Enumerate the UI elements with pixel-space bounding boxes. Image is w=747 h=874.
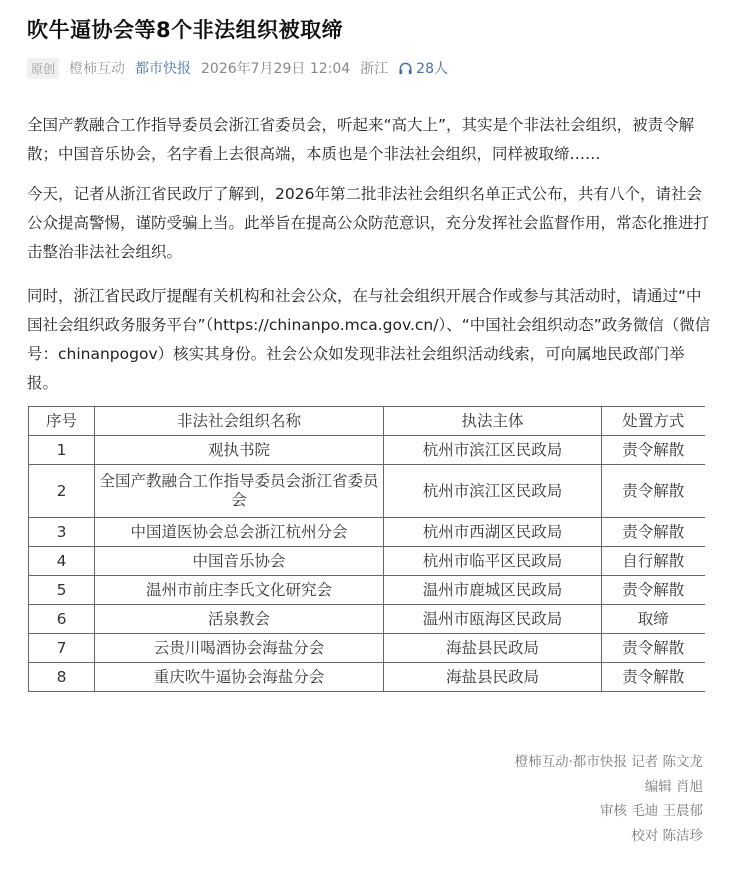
headphone-icon xyxy=(398,61,413,76)
row-index: 2 xyxy=(29,465,95,518)
table-row xyxy=(29,576,705,605)
table-row xyxy=(29,518,705,547)
header-org-name: 非法社会组织名称 xyxy=(95,407,384,436)
source-name: 橙柿互动 xyxy=(69,61,126,77)
row-org-name: 温州市前庄李氏文化研究会 xyxy=(95,576,384,605)
row-org-name: 云贵川喝酒协会海盐分会 xyxy=(95,634,384,663)
table-header-row xyxy=(29,407,705,436)
listener-count: 28人 xyxy=(416,61,448,77)
row-org-name: 重庆吹牛逼协会海盐分会 xyxy=(95,663,384,692)
row-action: 责令解散 xyxy=(602,576,705,605)
row-action: 责令解散 xyxy=(602,465,705,518)
credit-reviewer: 审核 毛迪 王晨郁 xyxy=(599,803,703,819)
row-index: 4 xyxy=(29,547,95,576)
row-org-name: 中国道医协会总会浙江杭州分会 xyxy=(95,518,384,547)
channel-link[interactable]: 都市快报 xyxy=(135,61,192,77)
table-row xyxy=(29,436,705,465)
row-action: 取缔 xyxy=(602,605,705,634)
credit-editor: 编辑 肖旭 xyxy=(644,778,703,795)
row-action: 责令解散 xyxy=(602,518,705,547)
row-authority: 温州市瓯海区民政局 xyxy=(384,605,602,634)
row-authority: 温州市鹿城区民政局 xyxy=(384,576,602,605)
publish-datetime: 2026年7月29日 12:04 xyxy=(201,61,351,77)
row-index: 6 xyxy=(29,605,95,634)
row-authority: 海盐县民政局 xyxy=(384,634,602,663)
header-index: 序号 xyxy=(29,407,95,436)
row-authority: 海盐县民政局 xyxy=(384,663,602,692)
table-row xyxy=(29,605,705,634)
row-action: 自行解散 xyxy=(602,547,705,576)
header-authority: 执法主体 xyxy=(384,407,602,436)
row-org-name: 活泉教会 xyxy=(95,605,384,634)
article-title: 吹牛逼协会等8个非法组织被取缔 xyxy=(27,18,344,42)
original-badge: 原创 xyxy=(27,58,59,79)
table-row xyxy=(29,634,705,663)
row-action: 责令解散 xyxy=(602,634,705,663)
row-org-name: 中国音乐协会 xyxy=(95,547,384,576)
row-index: 7 xyxy=(29,634,95,663)
table-row xyxy=(29,663,705,692)
credit-proofreader: 校对 陈洁珍 xyxy=(631,827,703,844)
row-index: 1 xyxy=(29,436,95,465)
row-index: 5 xyxy=(29,576,95,605)
credit-reporter: 橙柿互动·都市快报 记者 陈文龙 xyxy=(514,754,703,770)
row-authority: 杭州市滨江区民政局 xyxy=(384,436,602,465)
row-index: 3 xyxy=(29,518,95,547)
publish-location: 浙江 xyxy=(360,61,389,77)
row-authority: 杭州市西湖区民政局 xyxy=(384,518,602,547)
row-org-name: 全国产教融合工作指导委员会浙江省委员会 xyxy=(95,465,384,518)
row-authority: 杭州市临平区民政局 xyxy=(384,547,602,576)
table-row xyxy=(29,465,705,518)
row-action: 责令解散 xyxy=(602,663,705,692)
article-credits xyxy=(515,750,703,848)
row-authority: 杭州市滨江区民政局 xyxy=(384,465,602,518)
article-meta xyxy=(27,57,448,79)
row-index: 8 xyxy=(29,663,95,692)
header-action: 处置方式 xyxy=(602,407,705,436)
article-paragraph: 今天，记者从浙江省民政厅了解到，2026年第二批非法社会组织名单正式公布，共有八个，请社会公众提高警惕，谨防受骗上当。此举旨在提高公众防范意识，充分发挥社会监督作用，常态化推进打击整治非法社会组织。 xyxy=(27,185,710,261)
row-action: 责令解散 xyxy=(602,436,705,465)
article-paragraph: 同时，浙江省民政厅提醒有关机构和社会公众，在与社会组织开展合作或参与其活动时，请通过“中国社会组织政务服务平台”（https://chinanpo.mca.gov.cn/）、“中国社会组织动态”政务微信（微信号：chinanpogov）核实其身份。社会公众如发现非法社会组织活动线索，可向属地民政部门举报。 xyxy=(27,287,711,392)
article-paragraph: 全国产教融合工作指导委员会浙江省委员会，听起来“高大上”，其实是个非法社会组织，被责令解散；中国音乐协会，名字看上去很高端，本质也是个非法社会组织，同样被取缔…… xyxy=(27,116,695,163)
illegal-organizations-table xyxy=(28,406,705,692)
table-row xyxy=(29,547,705,576)
listen-button[interactable] xyxy=(398,58,448,78)
row-org-name: 观执书院 xyxy=(95,436,384,465)
